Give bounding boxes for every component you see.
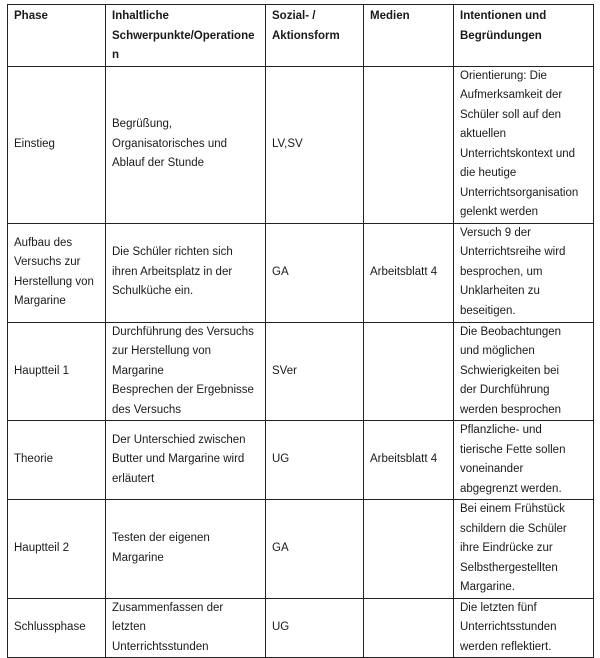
cell-line: Die Beobachtungen [460,325,562,338]
cell-medien [364,598,454,658]
cell-intention [454,322,594,421]
cell-line: gelenkt werden [460,206,538,218]
cell-line: zur Herstellung von [112,345,212,357]
table-row [8,421,594,500]
header-sozial [266,5,364,67]
cell-line: UG [272,453,290,466]
cell-line: und möglichen [460,345,535,357]
cell-sozial [266,500,364,599]
cell-medien [364,500,454,599]
cell-line: werden besprochen [460,403,562,416]
cell-inhalt [106,598,266,658]
cell-line: Aufbau des [14,236,73,249]
cell-line: Die letzten fünf [460,601,537,614]
cell-inhalt [106,500,266,599]
cell-line: Margarine [112,551,164,564]
cell-sozial [266,421,364,500]
cell-line: beseitigen. [460,304,516,317]
table-row [8,66,594,223]
cell-medien [364,66,454,223]
cell-phase [8,500,106,599]
cell-inhalt [106,223,266,322]
header-intention-line: Intentionen und [460,10,547,22]
cell-line: Schüler soll auf den [460,108,562,121]
header-inhalt-line: Schwerpunkte/Operationen [112,29,255,61]
cell-line: Versuch 9 der [460,226,531,239]
header-phase [8,5,106,67]
header-inhalt-line: Inhaltliche [112,10,169,22]
cell-line: schildern die Schüler [460,522,567,535]
cell-phase [8,421,106,500]
cell-line: Herstellung von [14,275,94,288]
cell-line: Pflanzliche- und [460,424,542,436]
header-intention-line: Begründungen [460,29,542,42]
cell-line: Schlussphase [14,621,86,633]
cell-line: Besprechen der Ergebnisse [112,384,254,396]
cell-line: Theorie [14,453,53,466]
cell-medien [364,421,454,500]
cell-phase [8,598,106,658]
lesson-plan-table [7,4,594,658]
cell-line: besprochen, um [460,265,543,278]
cell-sozial [266,598,364,658]
cell-phase [8,66,106,223]
cell-line: Hauptteil 2 [14,542,69,554]
cell-line: Margarine [14,295,66,307]
cell-sozial [266,66,364,223]
cell-line: erläutert [112,472,155,485]
cell-line: Organisatorisches und [112,137,228,150]
cell-medien [364,223,454,322]
cell-line: Margarine [112,364,164,377]
cell-phase [8,223,106,322]
header-sozial-line: Sozial- / [272,10,316,22]
cell-line: Selbsthergestellten [460,561,558,574]
header-medien-line: Medien [370,10,410,22]
cell-intention [454,421,594,500]
cell-line: abgegrenzt werden. [460,482,562,495]
cell-line: Hauptteil 1 [14,364,69,377]
cell-line: Die Schüler richten sich [112,246,233,259]
cell-inhalt [106,421,266,500]
cell-line: Durchführung des Versuchs [112,325,254,338]
cell-sozial [266,223,364,322]
cell-line: Versuchs zur [14,256,81,268]
cell-line: des Versuchs [112,403,182,416]
cell-intention [454,598,594,658]
cell-line: der Durchführung [460,384,550,396]
cell-inhalt [106,322,266,421]
cell-line: Unterrichtsstunden [460,621,557,633]
cell-line: Unklarheiten zu [460,285,540,297]
cell-intention [454,66,594,223]
cell-line: LV,SV [272,137,303,150]
cell-line: Begrüßung, [112,118,173,131]
cell-line: Schwierigkeiten bei [460,364,560,377]
cell-line: Arbeitsblatt 4 [370,265,438,278]
table-row [8,322,594,421]
cell-line: Aufmerksamkeit der [460,89,563,101]
cell-line: SVer [272,364,297,377]
header-intention [454,5,594,67]
cell-line: aktuellen [460,128,507,140]
table-row [8,500,594,599]
cell-line: Unterrichtsstunden [112,640,209,653]
cell-line: GA [272,265,289,278]
cell-line: die heutige [460,167,517,179]
cell-line: Arbeitsblatt 4 [370,453,438,466]
cell-intention [454,500,594,599]
header-row [8,5,594,67]
table-row [8,223,594,322]
cell-line: voneinander [460,463,524,475]
cell-line: ihren Arbeitsplatz in der [112,265,233,278]
cell-line: Zusammenfassen der letzten [112,601,224,633]
cell-line: Unterrichtsorganisation [460,186,579,199]
cell-line: Margarine. [460,581,515,593]
cell-line: Unterrichtskontext und [460,147,576,160]
header-medien [364,5,454,67]
cell-sozial [266,322,364,421]
cell-line: Schulküche ein. [112,285,194,298]
cell-line: ihre Eindrücke zur [460,542,553,554]
cell-line: werden reflektiert. [460,640,552,653]
cell-line: Orientierung: Die [460,69,547,82]
cell-line: Unterrichtsreihe wird [460,246,566,258]
header-sozial-line: Aktionsform [272,29,340,42]
cell-line: UG [272,621,290,633]
cell-line: Testen der eigenen [112,532,210,545]
cell-line: Butter und Margarine wird [112,453,245,466]
cell-line: Ablauf der Stunde [112,157,205,170]
cell-inhalt [106,66,266,223]
table-row [8,598,594,658]
cell-phase [8,322,106,421]
cell-line: Bei einem Frühstück [460,503,565,515]
cell-line: Einstieg [14,137,55,150]
cell-intention [454,223,594,322]
cell-line: Der Unterschied zwischen [112,433,246,446]
header-inhalt [106,5,266,67]
cell-line: tierische Fette sollen [460,443,566,456]
cell-medien [364,322,454,421]
cell-line: GA [272,542,289,554]
header-phase-line: Phase [14,10,48,22]
